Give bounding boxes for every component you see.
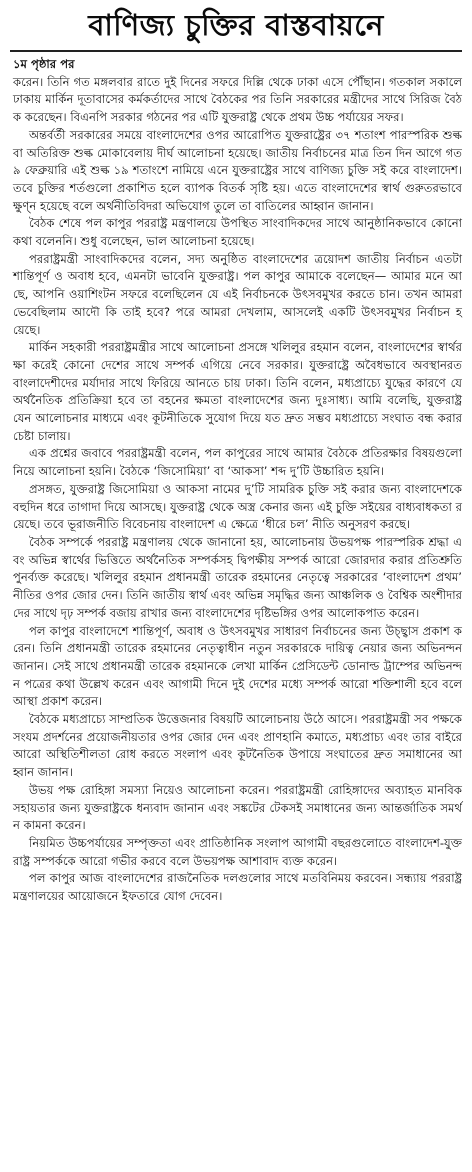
clipping-bottom-edge bbox=[0, 1166, 472, 1172]
paragraph-3: বৈঠক শেষে পল কাপুর পররাষ্ট্র মন্ত্রণালয়ে উপস্থিত সাংবাদিকদের সাথে আনুষ্ঠানিকভাবে কোনো কথা বলেননি। শুধু বলেছেন, ভাল আলোচনা হয়েছে। bbox=[13, 216, 462, 249]
paragraph-6: এক প্রশ্নের জবাবে পররাষ্ট্রমন্ত্রী বলেন, পল কাপুরের সাথে আমার বৈঠকে প্রতিরক্ষার বিষয়গুলো নিয়ে আলোচনা হয়নি। বৈঠকে ‘জিসোমিয়া’ বা ‘আকসা’ শব্দ দু’টি উচ্চারিত হয়নি। bbox=[13, 446, 462, 479]
article-body bbox=[0, 52, 472, 906]
paragraph-10: বৈঠকে মধ্যপ্রাচ্যে সাম্প্রতিক উত্তেজনার বিষয়টি আলোচনায় উঠে আসে। পররাষ্ট্রমন্ত্রী সব পক্ষকে সংযম প্রদর্শনের প্রয়োজনীয়তার ওপর জোর দেন এবং প্রাণহানি কমাতে, মধ্যপ্রাচ্য এবং তার বাইরে আরো অস্থিতিশীলতা রোধ করতে সংলাপ এবং কূটনৈতিক উপায়ে সংঘাতের দ্রুত সমাধানের আহ্বান জানান। bbox=[13, 712, 462, 780]
continued-from-label: ১ম পৃষ্ঠার পর bbox=[13, 57, 75, 71]
paragraph-4: পররাষ্ট্রমন্ত্রী সাংবাদিকদের বলেন, সদ্য অনুষ্ঠিত বাংলাদেশের ত্রয়োদশ জাতীয় নির্বাচন এতটা শান্তিপূর্ণ ও অবাধ হবে, এমনটা ভাবেনি যুক্তরাষ্ট্র। পল কাপুর আমাকে বলেছেন— আমার মনে আছে, আপনি ওয়াশিংটন সফরে বলেছিলেন যে এই নির্বাচনকে উৎসবমুখর করতে চান। তখন আমরা ভেবেছিলাম আদৌ কি তাই হবে? পরে আমরা দেখলাম, আসলেই একটি উৎসবমুখর নির্বাচন হয়েছে। bbox=[13, 251, 462, 337]
paragraph-1: করেন। তিনি গত মঙ্গলবার রাতে দুই দিনের সফরে দিল্লি থেকে ঢাকা এসে পৌঁছান। গতকাল সকালে ঢাকায় মার্কিন দূতাবাসের কর্মকর্তাদের সাথে বৈঠকের পর তিনি সরকারের মন্ত্রীদের সাথে সিরিজ বৈঠক করেছেন। বিএনপি সরকার গঠনের পর এটি যুক্তরাষ্ট্র থেকে প্রথম উচ্চ পর্যায়ের সফর। bbox=[13, 74, 462, 125]
paragraph-8: বৈঠক সম্পর্কে পররাষ্ট্র মন্ত্রণালয় থেকে জানানো হয়, আলোচনায় উভয়পক্ষ পারস্পরিক শ্রদ্ধা এবং অভিন্ন স্বার্থের ভিত্তিতে অর্থনৈতিক সম্পর্কসহ দ্বিপক্ষীয় সম্পর্ক আরো জোরদার করার প্রতিশ্রুতি পুনর্ব্যক্ত করেছে। খলিলুর রহমান প্রধানমন্ত্রী তারেক রহমানের নেতৃত্বে সরকারের ‘বাংলাদেশ প্রথম’ নীতির ওপর জোর দেন। তিনি জাতীয় স্বার্থ এবং অভিন্ন সমৃদ্ধির জন্য আঞ্চলিক ও বৈশ্বিক অংশীদারদের সাথে দৃঢ় সম্পর্ক বজায় রাখার জন্য বাংলাদেশের দৃষ্টিভঙ্গির ওপর আলোকপাত করেন। bbox=[13, 534, 462, 620]
paragraph-7: প্রসঙ্গত, যুক্তরাষ্ট্র জিসোমিয়া ও আকসা নামের দু’টি সামরিক চুক্তি সই করার জন্য বাংলাদেশকে বহুদিন ধরে তাগাদা দিয়ে আসছে। যুক্তরাষ্ট্র থেকে অস্ত্র কেনার জন্য এই চুক্তি সইয়ের বাধ্যবাধকতা রয়েছে। তবে ভূরাজনীতি বিবেচনায় বাংলাদেশ এ ক্ষেত্রে ‘ধীরে চল’ নীতি অনুসরণ করছে। bbox=[13, 481, 462, 532]
paragraph-13: পল কাপুর আজ বাংলাদেশের রাজনৈতিক দলগুলোর সাথে মতবিনিময় করবেন। সন্ধ্যায় পররাষ্ট্র মন্ত্রণালয়ের আয়োজনে ইফতারে যোগ দেবেন। bbox=[13, 871, 462, 904]
paragraph-9: পল কাপুর বাংলাদেশে শান্তিপূর্ণ, অবাধ ও উৎসবমুখর সাধারণ নির্বাচনের জন্য উচ্ছ্বাস প্রকাশ করেন। তিনি প্রধানমন্ত্রী তারেক রহমানের নেতৃত্বাধীন নতুন সরকারকে দায়িত্ব নেয়ার জন্য অভিনন্দন জানান। সেই সাথে প্রধানমন্ত্রী তারেক রহমানকে লেখা মার্কিন প্রেসিডেন্ট ডোনাল্ড ট্রাম্পের অভিনন্দন পত্রের কথা উল্লেখ করেন এবং আগামী দিনে দুই দেশের মধ্যে সম্পর্ক আরো শক্তিশালী হবে বলে আস্থা প্রকাশ করেন। bbox=[13, 623, 462, 709]
paragraph-12: নিয়মিত উচ্চপর্যায়ের সম্পৃক্ততা এবং প্রাতিষ্ঠানিক সংলাপ আগামী বছরগুলোতে বাংলাদেশ-যুক্তরাষ্ট্র সম্পর্ককে আরো গভীর করবে বলে উভয়পক্ষ আশাবাদ ব্যক্ত করেন। bbox=[13, 835, 462, 868]
paragraph-11: উভয় পক্ষ রোহিঙ্গা সমস্যা নিয়েও আলোচনা করেন। পররাষ্ট্রমন্ত্রী রোহিঙ্গাদের অব্যাহত মানবিক সহায়তার জন্য যুক্তরাষ্ট্রকে ধন্যবাদ জানান এবং সঙ্কটের টেকসই সমাধানের জন্য আন্তর্জাতিক সমর্থন কামনা করেন। bbox=[13, 782, 462, 833]
paragraph-2: অন্তর্বর্তী সরকারের সময়ে বাংলাদেশের ওপর আরোপিত যুক্তরাষ্ট্রের ৩৭ শতাংশ পারস্পরিক শুল্ক বা অতিরিক্ত শুল্ক মোকাবেলায় দীর্ঘ আলোচনা হয়েছে। জাতীয় নির্বাচনের মাত্র তিন দিন আগে গত ৯ ফেব্রুয়ারি এই শুল্ক ১৯ শতাংশে নামিয়ে এনে যুক্তরাষ্ট্রের সাথে বাণিজ্য চুক্তি সই করে বাংলাদেশ। তবে চুক্তির শর্তগুলো প্রকাশিত হলে ব্যাপক বিতর্ক সৃষ্টি হয়। এতে বাংলাদেশের স্বার্থ গুরুতরভাবে ক্ষুণ্ন হয়েছে বলে অর্থনীতিবিদরা অভিযোগ তুলে তা বাতিলের আহ্বান জানান। bbox=[13, 127, 462, 213]
paragraph-5: মার্কিন সহকারী পররাষ্ট্রমন্ত্রীর সাথে আলোচনা প্রসঙ্গে খলিলুর রহমান বলেন, বাংলাদেশের স্বার্থরক্ষা করেই কোনো দেশের সাথে সম্পর্ক এগিয়ে নেবে সরকার। যুক্তরাষ্ট্রে অবৈধভাবে অবস্থানরত বাংলাদেশীদের মর্যাদার সাথে ফিরিয়ে আনতে চায় ঢাকা। তিনি বলেন, মধ্যপ্রাচ্যে যুদ্ধের কারণে যে অর্থনৈতিক প্রতিক্রিয়া হবে তা বহনের ক্ষমতা বাংলাদেশের জন্য দুঃসাধ্য। আমি বলেছি, যুক্তরাষ্ট্র যেন আলোচনার মাধ্যমে এবং কূটনীতিকে সুযোগ দিয়ে যত দ্রুত সম্ভব মধ্যপ্রাচ্যে সংঘাত বন্ধ করার চেষ্টা চালায়। bbox=[13, 340, 462, 443]
headline: বাণিজ্য চুক্তির বাস্তবায়নে bbox=[88, 8, 384, 42]
